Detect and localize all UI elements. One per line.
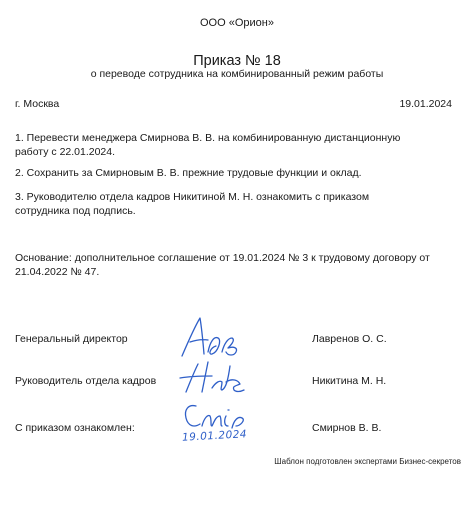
signature-name-director: Лавренов О. С. [312,333,387,345]
signature-hr-head [178,358,248,398]
signature-name-hr-head: Никитина М. Н. [312,375,387,387]
signature-role-employee: С приказом ознакомлен: [15,422,135,434]
signature-date-handwritten: 19.01.2024 [181,428,248,444]
order-item-1: 1. Перевести менеджера Смирнова В. В. на комбинированную дистанционную работу с 22.01.2024. [15,132,401,158]
signature-name-employee: Смирнов В. В. [312,422,382,434]
order-item-3: 3. Руководителю отдела кадров Никитиной М. Н. ознакомить с приказом сотрудника под подпись. [15,191,370,217]
signature-role-director: Генеральный директор [15,333,128,345]
order-city: г. Москва [15,98,60,110]
order-subtitle: о переводе сотрудника на комбинированный режим работы [90,68,384,80]
order-basis: Основание: дополнительное соглашение от 19.01.2024 № 3 к трудовому договору от 21.04.2022 № 47. [15,252,430,278]
order-item-2: 2. Сохранить за Смирновым В. В. прежние трудовые функции и оклад. [15,167,362,179]
order-date: 19.01.2024 [399,98,452,110]
organization-name: ООО «Орион» [200,17,274,29]
signature-role-hr-head: Руководитель отдела кадров [15,375,157,387]
template-footer-note: Шаблон подготовлен экспертами Бизнес-секретов [274,457,461,466]
order-title: Приказ № 18 [193,53,281,69]
signature-director [178,312,248,362]
